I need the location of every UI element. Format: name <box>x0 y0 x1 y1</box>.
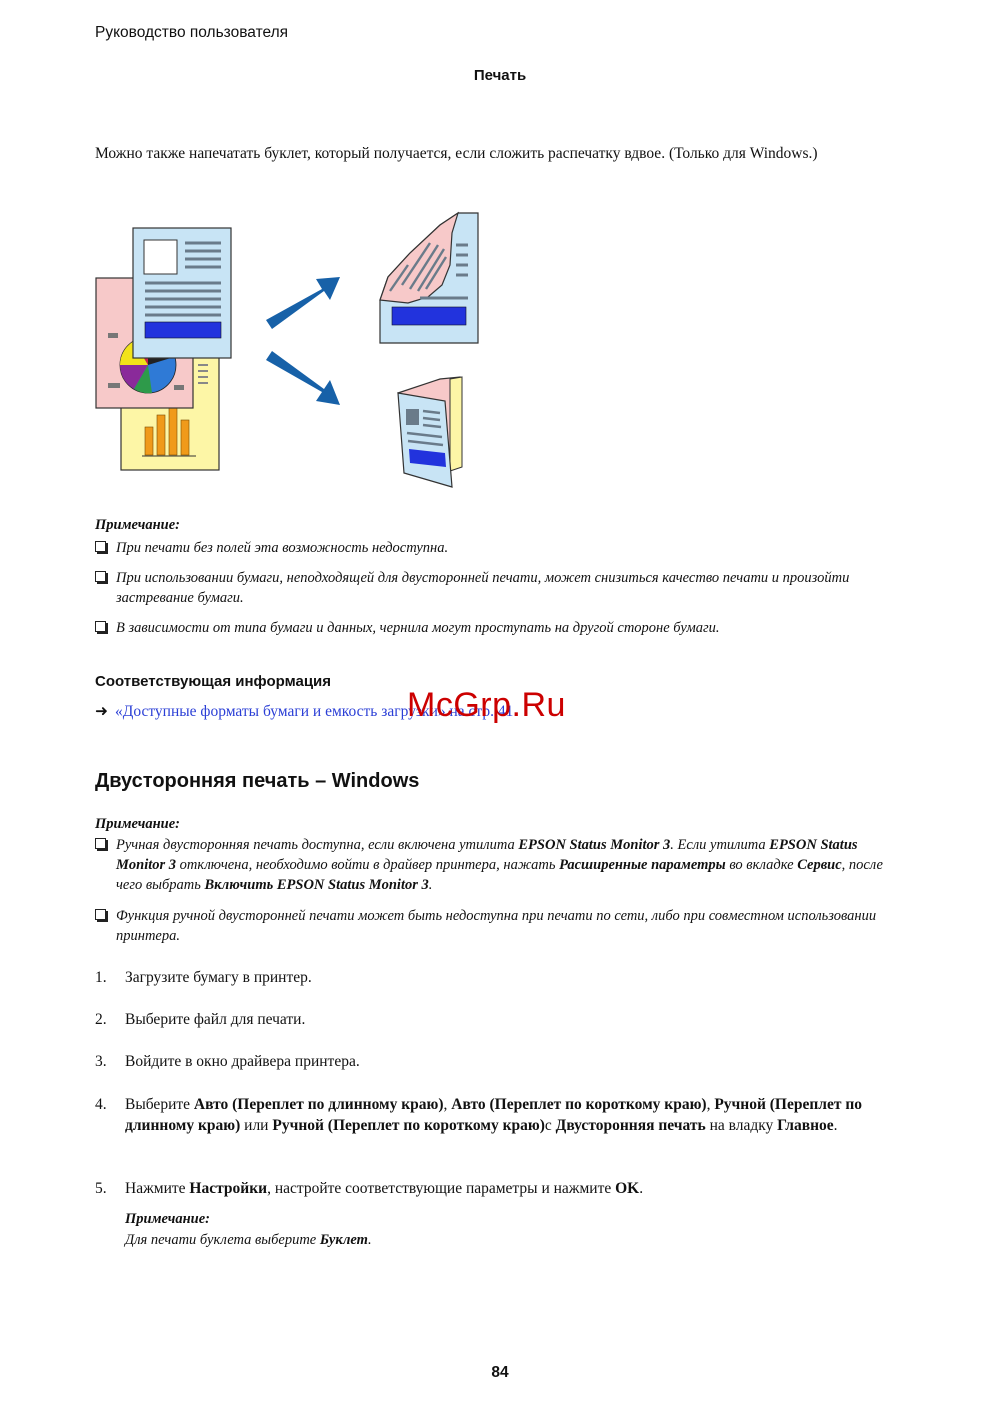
checkbox-bullet-icon <box>95 838 106 849</box>
watermark: McGrp.Ru <box>407 686 566 724</box>
note-item <box>95 906 895 946</box>
note-item <box>95 835 895 895</box>
arrow-down-right-icon <box>266 351 340 405</box>
step-item <box>95 1009 905 1030</box>
arrow-up-right-icon <box>266 277 340 329</box>
step-text: Войдите в окно драйвера принтера. <box>125 1053 360 1070</box>
note-title: Примечание: <box>125 1211 211 1227</box>
step-item <box>95 967 905 988</box>
step-number: 5. <box>95 1180 107 1197</box>
checkbox-bullet-icon <box>95 541 106 552</box>
step-item <box>95 1051 905 1072</box>
step-item <box>95 1178 905 1199</box>
note-title: Примечание: <box>95 517 181 533</box>
document-title: Руководство пользователя <box>95 24 289 41</box>
step-text: Нажмите Настройки, настройте соответствующие параметры и нажмите OK. <box>125 1180 644 1197</box>
arrow-right-icon: ➜ <box>95 703 108 720</box>
checkbox-bullet-icon <box>95 571 106 582</box>
page-number: 84 <box>491 1364 509 1381</box>
related-info-heading: Соответствующая информация <box>95 673 332 690</box>
checkbox-bullet-icon <box>95 621 106 632</box>
note-item <box>95 568 895 608</box>
note-item-text: Ручная двусторонняя печать доступна, если включена утилита EPSON Status Monitor 3. Если утилита EPSON Status Monitor 3 отключена, необходимо войти в драйвер принтера, нажать Расширенные параметры во вкладке Сервис, после чего выбрать Включить EPSON Status Monitor 3. <box>116 837 883 893</box>
booklet-illustration <box>90 205 490 495</box>
step-item <box>95 1094 905 1136</box>
checkbox-bullet-icon <box>95 909 106 920</box>
note-item-text: В зависимости от типа бумаги и данных, чернила могут проступать на другой стороне бумаги. <box>116 620 720 636</box>
step-number: 2. <box>95 1011 107 1028</box>
note-item-text: Функция ручной двусторонней печати может быть недоступна при печати по сети, либо при совместном использовании принтера. <box>116 908 877 944</box>
step-text: Загрузите бумагу в принтер. <box>125 969 312 986</box>
step-text: Выберите Авто (Переплет по длинному краю), Авто (Переплет по короткому краю), Ручной (Переплет по длинному краю) или Ручной (Переплет по короткому краю)с Двусторонняя печать на владку Главное. <box>125 1096 863 1134</box>
booklet-icon <box>398 377 462 487</box>
intro-paragraph: Можно также напечатать буклет, который получается, если сложить распечатку вдвое. (Только для Windows.) <box>95 145 818 162</box>
step-text: Выберите файл для печати. <box>125 1011 306 1028</box>
chapter-title: Печать <box>473 67 527 84</box>
note-text: Для печати буклета выберите Буклет. <box>125 1232 372 1248</box>
note-item-text: При использовании бумаги, неподходящей для двусторонней печати, может снизиться качество печати и произойти застревание бумаги. <box>116 570 850 606</box>
note-title: Примечание: <box>95 816 181 832</box>
blue-page-icon <box>133 228 231 358</box>
note-item <box>95 538 895 558</box>
note-item-text: При печати без полей эта возможность недоступна. <box>116 540 449 556</box>
step-number: 3. <box>95 1053 107 1070</box>
note-item <box>95 618 895 638</box>
related-link[interactable]: «Доступные форматы бумаги и емкость загрузки» на стр. 41 <box>115 703 514 720</box>
step-number: 1. <box>95 969 107 986</box>
section-heading: Двусторонняя печать – Windows <box>95 770 420 792</box>
step-number: 4. <box>95 1096 107 1113</box>
duplex-sheet-icon <box>380 213 478 343</box>
